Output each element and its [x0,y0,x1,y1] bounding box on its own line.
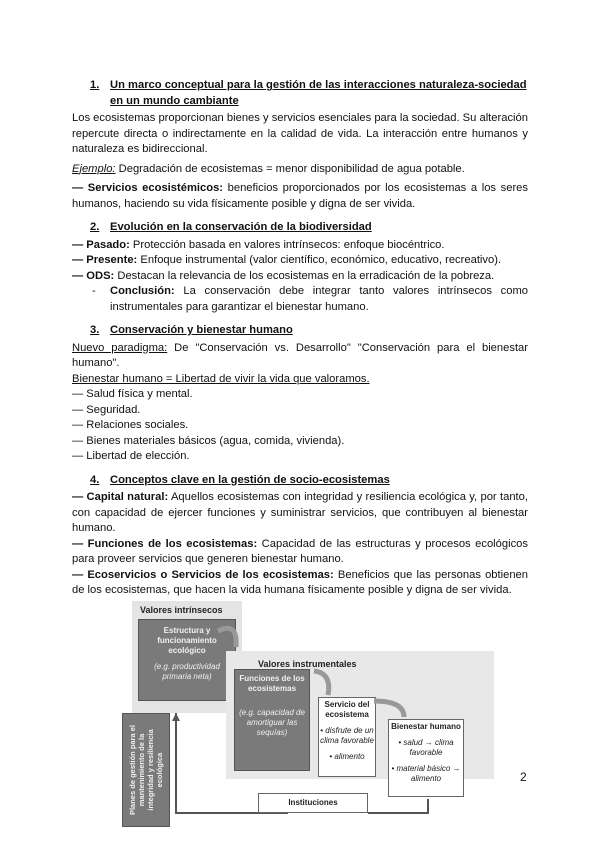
s2-conclusion [72,284,528,315]
list-item: — Libertad de elección. [72,450,190,462]
list-item: — Relaciones sociales. [72,419,189,431]
presente-text: Enfoque instrumental (valor científico, económico, educativo, recreativo). [137,254,502,266]
structure-sub: (e.g. productividad primaria neta) [154,662,220,681]
example-label: Ejemplo: [72,162,116,175]
service-item: • alimento [329,752,365,761]
arrow-functions-to-service [314,671,329,695]
section-4-heading [72,473,528,489]
section-2-number: 2. [90,221,100,233]
arrow-head-up [172,713,180,721]
services-text: beneficios proporcionados por los ecosistemas a los seres humanos, haciendo su vida físicamente posible y digna de ser vivida. [72,182,528,210]
section-1-heading [72,78,528,109]
section-4-title: Conceptos clave en la gestión de socio-ecosistemas [110,473,390,486]
presente-label: — Presente: [72,254,138,266]
wellbeing-title: Bienestar humano [391,722,461,731]
page-number: 2 [520,770,527,784]
functions-sub: (e.g. capacidad de amortiguar las sequías) [239,708,305,737]
intrinsic-label: Valores intrínsecos [140,605,223,615]
wellbeing-item: • salud → clima favorable [398,738,454,757]
conclusion-text: La conservación debe integrar tanto valores intrínsecos como instrumentales para garantizar el bienestar humano. [110,285,528,313]
list-item: — Salud física y mental. [72,388,193,400]
instrumental-label: Valores instrumentales [258,659,357,669]
pasado-text: Protección basada en valores intrínsecos: enfoque biocéntrico. [129,238,445,251]
capital-label: — Capital natural: [72,491,169,503]
wellbeing-item: • material básico → alimento [391,764,461,783]
service-title: Servicio del ecosistema [324,700,370,719]
s4-ecoservices [72,568,528,599]
section-1-title: Un marco conceptual para la gestión de las interacciones naturaleza-sociedad en un mundo cambiante [110,79,527,107]
pasado-label: — Pasado: [72,238,130,251]
s1-services [72,181,528,212]
functions-title: Funciones de los ecosistemas [239,674,305,693]
list-item: — Bienes materiales básicos (agua, comida, vivienda). [72,434,345,447]
section-3-heading [72,323,528,339]
s3-bienestar: Bienestar humano = Libertad de vivir la vida que valoramos. [72,372,370,385]
services-label: — Servicios ecosistémicos: [72,182,224,194]
section-4-number: 4. [90,473,100,486]
ods-label: — ODS: [72,269,115,282]
conclusion-label: Conclusión: [110,285,175,297]
ecoservices-text: Beneficios que las personas obtienen de los ecosistemas, que hacen la vida humana físicamente posible y digna de ser vivida. [72,568,528,596]
institutions-box: Instituciones [258,793,368,813]
paradigm-label: Nuevo paradigma: [72,341,168,354]
section-2-title: Evolución en la conservación de la biodiversidad [110,221,372,233]
s3-paradigm [72,341,528,372]
service-item: • disfrute de un clima favorable [320,726,374,745]
arrow-right-loop [368,799,428,813]
s2-pasado [72,238,528,254]
s1-example [72,162,528,178]
plans-box [122,713,170,827]
s1-paragraph: Los ecosistemas proporcionan bienes y servicios esenciales para la sociedad. Su alteración repercute directa o indirectamente en la calidad de vida. La interacción entre humanos y naturaleza es bidireccional. [72,112,528,155]
functions-text: Capacidad de las estructuras y procesos ecológicos para proveer servicios que generen bienestar humano. [72,537,528,565]
functions-label: — Funciones de los ecosistemas: [72,537,258,550]
s4-functions [72,537,528,568]
arrow-service-to-wellbeing [374,701,404,717]
example-text: Degradación de ecosistemas = menor disponibilidad de agua potable. [115,162,465,175]
section-3-number: 3. [90,324,100,336]
ods-text: Destacan la relevancia de los ecosistemas en la erradicación de la pobreza. [114,269,495,282]
ecoservices-label: — Ecoservicios o Servicios de los ecosistemas: [72,568,334,581]
paradigm-text: De "Conservación vs. Desarrollo" "Conservación para el bienestar humano". [72,341,528,369]
page-content [72,70,528,603]
section-1-number: 1. [90,79,100,91]
ecosystem-diagram [118,601,498,833]
section-2-heading [72,220,528,236]
structure-title: Estructura y funcionamiento ecológico [157,626,217,655]
s2-presente [72,253,528,269]
plans-text: Planes de gestión para el mantenimiento de la integridad y resiliencia ecológica [128,724,164,816]
arrow-structure-to-functions [218,628,236,647]
list-item: — Seguridad. [72,403,141,416]
s2-ods [72,269,528,285]
section-3-title: Conservación y bienestar humano [110,324,293,336]
s4-capital [72,490,528,537]
capital-text: Aquellos ecosistemas con integridad y resiliencia ecológica y, por tanto, con capacidad de ejercer funciones y suministrar servicios, que contribuyen al bienestar humano. [72,491,528,534]
conclusion-dash: - [92,285,96,297]
